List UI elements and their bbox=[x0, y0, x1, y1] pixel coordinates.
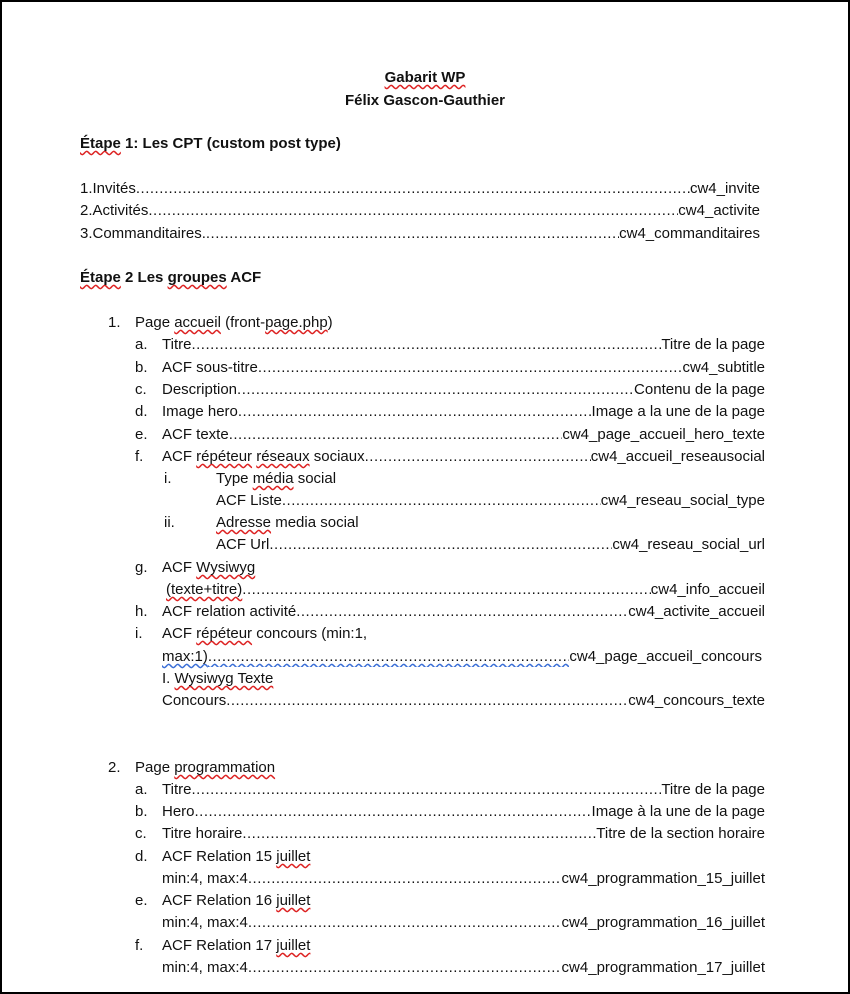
subfield-title: Type média social bbox=[216, 470, 337, 487]
field-item: Description ..... Contenu de la page bbox=[162, 380, 765, 400]
list-marker: b. bbox=[135, 359, 148, 376]
list-marker: i. bbox=[135, 625, 143, 642]
field-title: I. Wysiwyg Texte bbox=[162, 670, 274, 687]
list-marker: a. bbox=[135, 781, 148, 798]
field-title: ACF Relation 15 juillet bbox=[162, 848, 311, 865]
field-item: ACF texte ..... cw4_page_accueil_hero_texte bbox=[162, 425, 765, 445]
document-title: Gabarit WP bbox=[384, 69, 466, 86]
field-item: min:4, max:4 ..... cw4_programmation_16_juillet bbox=[162, 913, 765, 933]
subfield-title: Adresse media social bbox=[216, 514, 359, 531]
page2-heading: 2. Page programmation bbox=[108, 759, 276, 776]
list-marker: e. bbox=[135, 426, 148, 443]
field-title: ACF Wysiwyg bbox=[162, 559, 256, 576]
cpt-item: 1.Invités ..... cw4_invite bbox=[80, 179, 760, 199]
list-marker: g. bbox=[135, 559, 148, 576]
field-title: ACF Relation 16 juillet bbox=[162, 892, 311, 909]
step1-heading: Étape 1: Les CPT (custom post type) bbox=[80, 135, 341, 152]
field-item: Concours ..... cw4_concours_texte bbox=[162, 691, 765, 711]
list-marker: a. bbox=[135, 336, 148, 353]
page1-heading: 1. Page accueil (front-page.php) bbox=[108, 314, 333, 331]
list-marker: f. bbox=[135, 937, 144, 954]
list-marker: d. bbox=[135, 848, 148, 865]
list-marker: b. bbox=[135, 803, 148, 820]
list-marker: e. bbox=[135, 892, 148, 909]
field-item: Hero ..... Image à la une de la page bbox=[162, 802, 765, 822]
field-item: min:4, max:4 ..... cw4_programmation_17_juillet bbox=[162, 958, 765, 978]
field-item: ACF Url ..... cw4_reseau_social_url bbox=[216, 535, 765, 555]
field-item: ACF Liste ..... cw4_reseau_social_type bbox=[216, 491, 765, 511]
field-item: Image hero ..... Image a la une de la page bbox=[162, 402, 765, 422]
field-title: ACF répéteur concours (min:1, bbox=[162, 625, 368, 642]
field-item: ACF sous-titre ..... cw4_subtitle bbox=[162, 358, 765, 378]
list-marker: ii. bbox=[164, 514, 175, 531]
step2-heading: Étape 2 Les groupes ACF bbox=[80, 269, 262, 286]
list-marker: c. bbox=[135, 825, 147, 842]
field-item: (texte+titre) ..... cw4_info_accueil bbox=[166, 580, 765, 600]
cpt-item: 3.Commanditaires. ..... cw4_commanditaires bbox=[80, 224, 760, 244]
field-item: ACF répéteur réseaux sociaux ..... cw4_accueil_reseausocial bbox=[162, 447, 765, 467]
list-marker: c. bbox=[135, 381, 147, 398]
field-item: max:1) ..... cw4_page_accueil_concours bbox=[162, 647, 762, 667]
field-item: ACF relation activité ..... cw4_activite_accueil bbox=[162, 602, 765, 622]
field-item: Titre horaire ..... Titre de la section horaire bbox=[162, 824, 765, 844]
field-item: Titre ..... Titre de la page bbox=[162, 335, 765, 355]
list-marker: d. bbox=[135, 403, 148, 420]
list-marker: i. bbox=[164, 470, 172, 487]
document-author: Félix Gascon-Gauthier bbox=[344, 92, 506, 109]
field-title: ACF Relation 17 juillet bbox=[162, 937, 311, 954]
field-item: min:4, max:4 ..... cw4_programmation_15_juillet bbox=[162, 869, 765, 889]
cpt-item: 2.Activités ..... cw4_activite bbox=[80, 201, 760, 221]
field-item: Titre ..... Titre de la page bbox=[162, 780, 765, 800]
list-marker: f. bbox=[135, 448, 144, 465]
list-marker: h. bbox=[135, 603, 148, 620]
